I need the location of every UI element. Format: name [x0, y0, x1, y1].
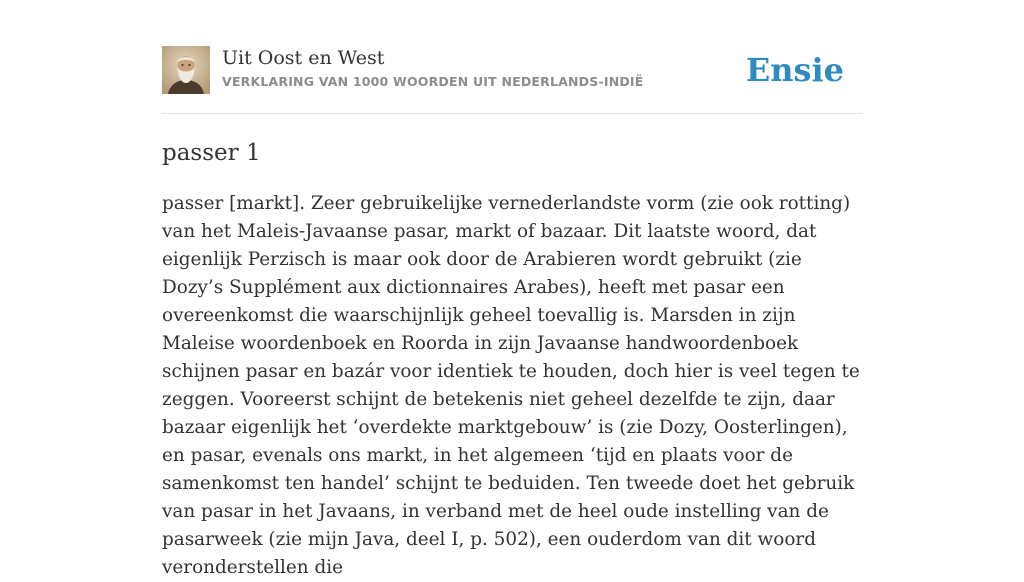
- avatar[interactable]: [162, 46, 210, 94]
- divider: [162, 113, 862, 114]
- brand-logo[interactable]: Ensie: [745, 51, 844, 89]
- source-title[interactable]: Uit Oost en West: [222, 47, 385, 69]
- entry-title: passer 1: [162, 140, 261, 166]
- source-subtitle: VERKLARING VAN 1000 WOORDEN UIT NEDERLANDS-INDIË: [222, 74, 644, 89]
- author-portrait-icon: [162, 46, 210, 94]
- header: [162, 46, 862, 96]
- entry-body: passer [markt]. Zeer gebruikelijke vernederlandste vorm (zie ook rotting) van het Maleis-Javaanse pasar, markt of bazaar. Dit laatste woord, dat eigenlijk Perzisch is maar ook door de Arabieren wordt gebruikt (zie Dozy’s Supplément aux dictionnaires Arabes), heeft met pasar een overeenkomst die waarschijnlijk geheel toevallig is. Marsden in zijn Maleise woordenboek en Roorda in zijn Javaanse handwoordenboek schijnen pasar en bazár voor identiek te houden, doch hier is veel tegen te zeggen. Vooreerst schijnt de betekenis niet geheel dezelfde te zijn, daar bazaar eigenlijk het ‘overdekte marktgebouw’ is (zie Dozy, Oosterlingen), en pasar, evenals ons markt, in het algemeen ‘tijd en plaats voor de samenkomst ten handel’ schijnt te beduiden. Ten tweede doet het gebruik van pasar in het Javaans, in verband met de heel oude instelling van de pasarweek (zie mijn Java, deel I, p. 502), een ouderdom van dit woord veronderstellen die: [162, 193, 860, 578]
